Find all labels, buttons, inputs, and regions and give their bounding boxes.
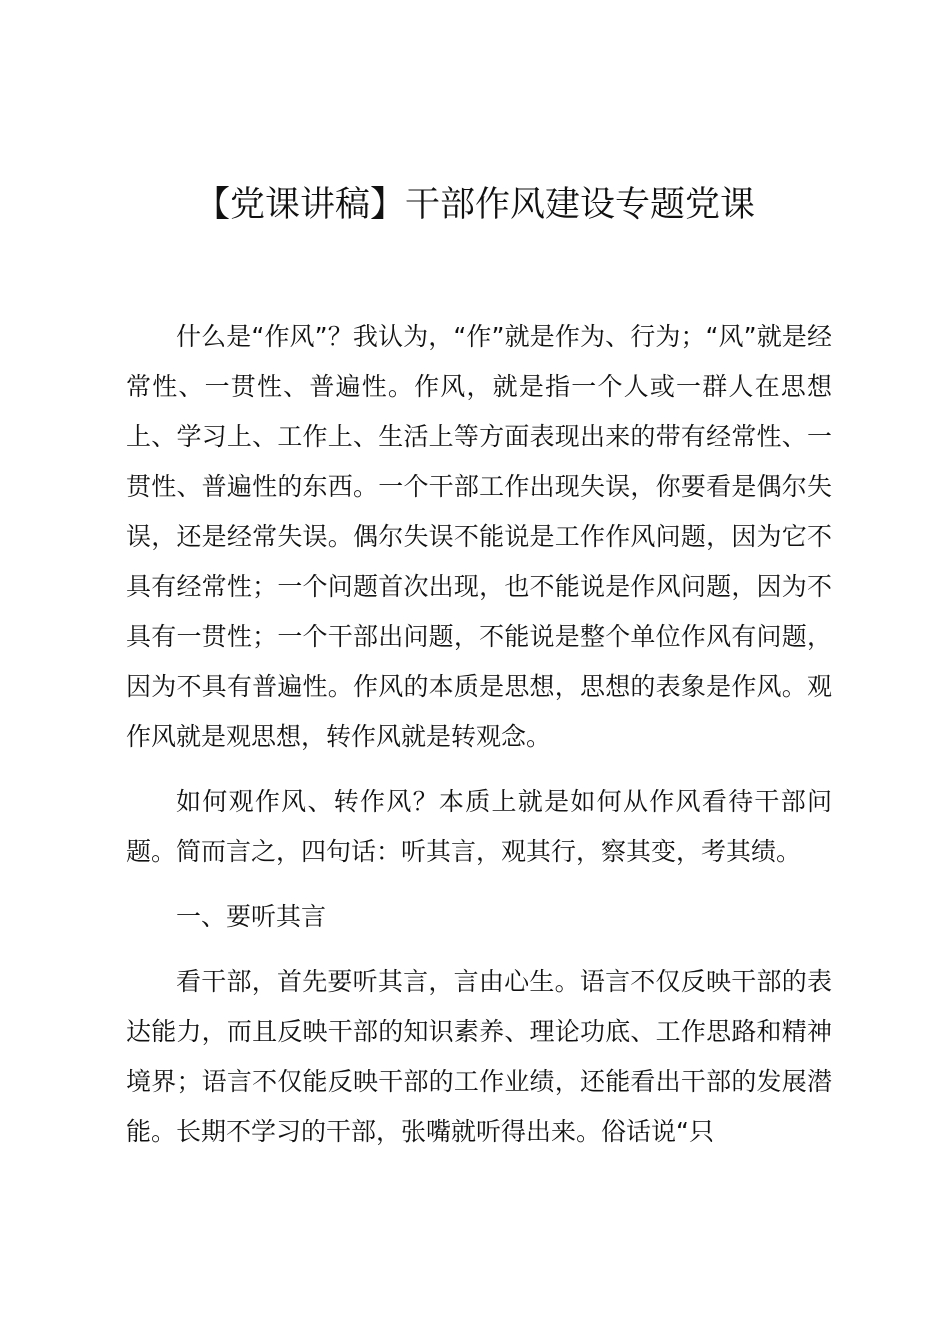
paragraph-gap <box>126 762 832 777</box>
section-heading: 一、要听其言 <box>176 902 327 931</box>
document-body <box>126 312 832 1157</box>
paragraph-how-to-observe: 如何观作风、转作风？本质上就是如何从作风看待干部问题。简而言之，四句话：听其言，观其行，察其变，考其绩。 <box>126 787 832 866</box>
paragraph-what-is-style: 什么是“作风”？我认为，“作”就是作为、行为；“风”就是经常性、一贯性、普遍性。作风，就是指一个人或一群人在思想上、学习上、工作上、生活上等方面表现出来的带有经常性、一贯性、普遍性的东西。一个干部工作出现失误，你要看是偶尔失误，还是经常失误。偶尔失误不能说是工作作风问题，因为它不具有经常性；一个问题首次出现，也不能说是作风问题，因为不具有一贯性；一个干部出问题，不能说是整个单位作风有问题，因为不具有普遍性。作风的本质是思想，思想的表象是作风。观作风就是观思想，转作风就是转观念。 <box>126 322 832 751</box>
paragraph-gap <box>126 877 832 892</box>
paragraph-listen-to-words: 看干部，首先要听其言，言由心生。语言不仅反映干部的表达能力，而且反映干部的知识素养、理论功底、工作思路和精神境界；语言不仅能反映干部的工作业绩，还能看出干部的发展潜能。长期不学习的干部，张嘴就听得出来。俗话说“只 <box>126 967 832 1146</box>
document-title: 【党课讲稿】干部作风建设专题党课 <box>194 185 755 225</box>
paragraph-gap <box>126 942 832 957</box>
